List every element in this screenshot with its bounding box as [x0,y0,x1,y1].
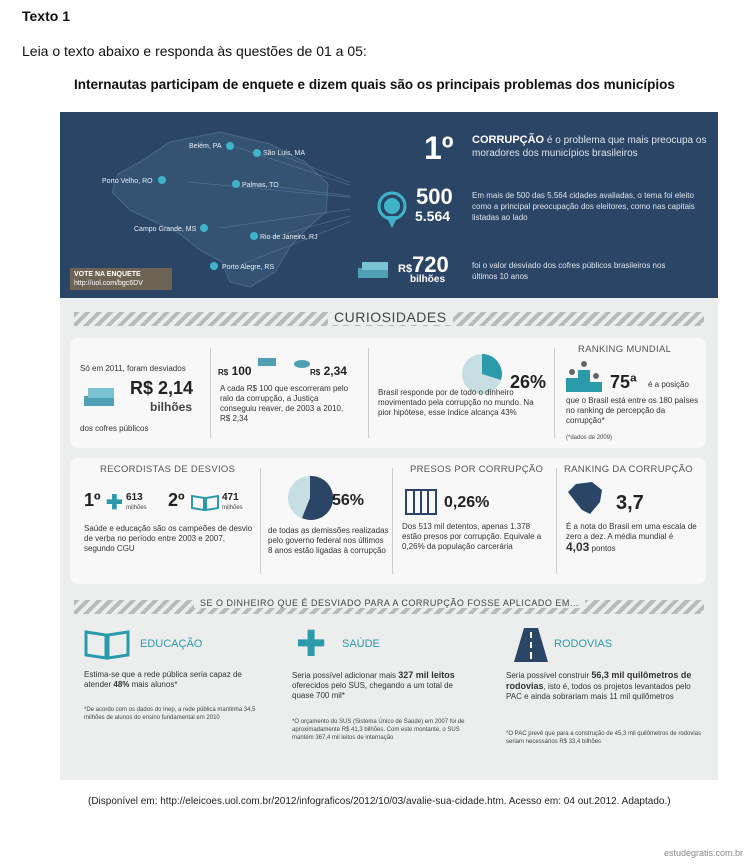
r4-header: RANKING DA CORRUPÇÃO [564,464,693,475]
podium-icon [564,360,604,394]
rank-text [472,134,708,160]
c1-post: dos cofres públicos [80,424,149,433]
city-label: Porto Velho, RO [102,178,153,185]
health-cross-icon: ✚ [106,492,123,514]
divider [260,468,261,574]
divider [210,348,211,438]
c2-text: A cada R$ 100 que escorreram pelo ralo da corrupção, a Justiça conseguiu reaver, de 2003 a 2010, R$ 2,34 [220,384,349,423]
divider [368,348,369,438]
rank-desc: é o problema que mais preocupa os moradores dos municípios brasileiros [472,135,707,159]
pin-icon [226,142,234,150]
cities-count: 500 [416,184,453,209]
r1-text: Saúde e educação são os campeões de desvio de verba no período entre 2003 e 2007, segundo CGU [84,524,253,553]
divider [392,468,393,574]
pin-icon [158,176,166,184]
top-banner [60,112,718,298]
watermark: estudegratis.com.br [663,848,743,858]
infographic [60,112,718,780]
c4-value: 75ª [610,372,637,392]
book-icon [190,494,220,512]
infographic-headline: Internautas participam de enquete e dizem quais são os principais problemas dos municípios [74,77,675,92]
curiosidades-card [70,338,706,448]
r3-header: PRESOS POR CORRUPÇÃO [410,464,544,475]
city-label: Campo Grande, MS [134,226,197,233]
applied-title: SE O DINHEIRO QUE É DESVIADO PARA A CORRUPÇÃO FOSSE APLICADO EM... [194,598,585,608]
pin-icon [210,262,218,270]
pie-chart-icon [286,474,334,522]
vote-poll-link[interactable] [70,268,172,290]
c4-text2: que o Brasil está entre os 180 países no ranking de percepção da corrupção* [566,396,699,425]
rod-note: *O PAC prevê que para a construção de 45,3 mil quilômetros de rodovias seriam necessários R$ 33,4 bilhões [506,731,701,745]
instruction: Leia o texto abaixo e responda às questões de 01 a 05: [22,43,367,59]
city-label: Palmas, TO [242,182,279,189]
rank-number: 1º [424,130,454,166]
c4-note: (*dados de 2009) [566,435,613,441]
c4-header: RANKING MUNDIAL [578,344,672,355]
r4-text: É a nota do Brasil em uma escala de zero a dez. A média mundial é 4,03 pontos [566,522,697,554]
c2-b: R$ 2,34 [310,364,347,378]
c3-text: Brasil responde por de todo o dinheiro movimentado pela corrupção no mundo. Na pior hipótese, esse índice alcança 43% [378,388,534,417]
vote-url: http://uol.com/bgc6DV [74,280,143,287]
r4-value: 3,7 [616,492,644,514]
money-text: foi o valor desviado dos cofres públicos brasileiros nos últimos 10 anos [472,261,666,281]
city-label: São Luís, MA [263,150,306,157]
money-unit: bilhões [410,274,446,285]
pin-icon [250,232,258,240]
divider [554,348,555,438]
divider [556,468,557,574]
edu-note: *De acordo com os dados do Inep, a rede pública mantinha 34,5 milhões de alunos do ensino fundamental em 2010 [84,707,256,721]
statistics-card [70,458,706,584]
edu-title: EDUCAÇÃO [140,638,203,650]
saude-text: Seria possível adicionar mais 327 mil leitos oferecidos pelo SUS, chegando a um total de quase 700 mil* [292,670,455,700]
rank-title: CORRUPÇÃO [472,134,545,146]
source-citation: (Disponível em: http://eleicoes.uol.com.br/2012/infograficos/2012/10/03/avalie-sua-cidade.htm. Acesso em: 04 out.2012. Adaptado.) [88,796,671,807]
vote-label: VOTE NA ENQUETE [74,271,141,278]
r1-b-rank: 2º [168,490,185,510]
rod-title: RODOVIAS [554,638,613,650]
location-pin-icon [376,190,412,230]
r2-text: de todas as demissões realizadas pelo governo federal nos últimos 8 anos estão ligadas à corrupção [268,526,389,555]
money-stack-icon [82,382,118,412]
brazil-map-icon [566,480,606,518]
r2-value: 56% [332,492,365,509]
r3-text: Dos 513 mil detentos, apenas 1.378 estão presos por corrupção. Equivale a 0,26% da população carcerária [402,522,542,551]
r1-a-value: 613 [126,492,143,503]
c4-text1: é a posição [648,380,689,389]
city-label: Porto Alegre, RS [222,264,275,271]
money-drain-icon [256,350,280,372]
cities-text: Em mais de 500 das 5.564 cidades avaliadas, o tema foi eleito como a principal preocupação dos eleitores, como nas capitais listadas ao lado [472,191,695,222]
prison-icon [404,488,438,516]
r1-a-unit: milhões [126,505,147,511]
coins-icon [292,350,312,372]
c1-pre: Só em 2011, foram desviados [80,364,186,373]
city-label: Rio de Janeiro, RJ [260,234,318,241]
pin-icon [232,180,240,188]
r1-a-rank: 1º [84,490,101,510]
health-cross-icon: ✚ [296,623,327,664]
c1-value: R$ 2,14 [130,378,194,398]
text-label: Texto 1 [22,8,70,24]
c3-value: 26% [510,372,547,392]
r1-b-value: 471 [222,492,239,503]
pin-icon [253,149,261,157]
road-icon [512,626,550,664]
edu-text: Estima-se que a rede pública seria capaz de atender 48% mais alunos* [84,670,242,689]
book-icon [84,630,130,660]
r1-header: RECORDISTAS DE DESVIOS [100,464,236,475]
saude-title: SAÚDE [342,638,380,650]
c1-unit: bilhões [150,400,193,414]
r3-value: 0,26% [444,494,490,511]
r1-b-unit: milhões [222,505,243,511]
money-stack-icon [354,258,394,282]
curiosidades-title: CURIOSIDADES [328,309,453,325]
pin-icon [200,224,208,232]
money-value: R$720 [398,252,449,277]
city-label: Belém, PA [189,143,222,150]
saude-note: *O orçamento do SUS (Sistema Único de Saúde) em 2007 foi de aproximadamente R$ 41,3 bilhões. Com este montante, o SUS mantém 367,4 mil leitos de internação [292,719,465,741]
rod-text: Seria possível construir 56,3 mil quilômetros de rodovias, isto é, todos os projetos levantados pelo PAC e ainda sobrariam mais 11 mil quilômetros [506,670,692,701]
c2-a: R$ 100 [218,364,252,378]
cities-total: 5.564 [415,208,451,224]
